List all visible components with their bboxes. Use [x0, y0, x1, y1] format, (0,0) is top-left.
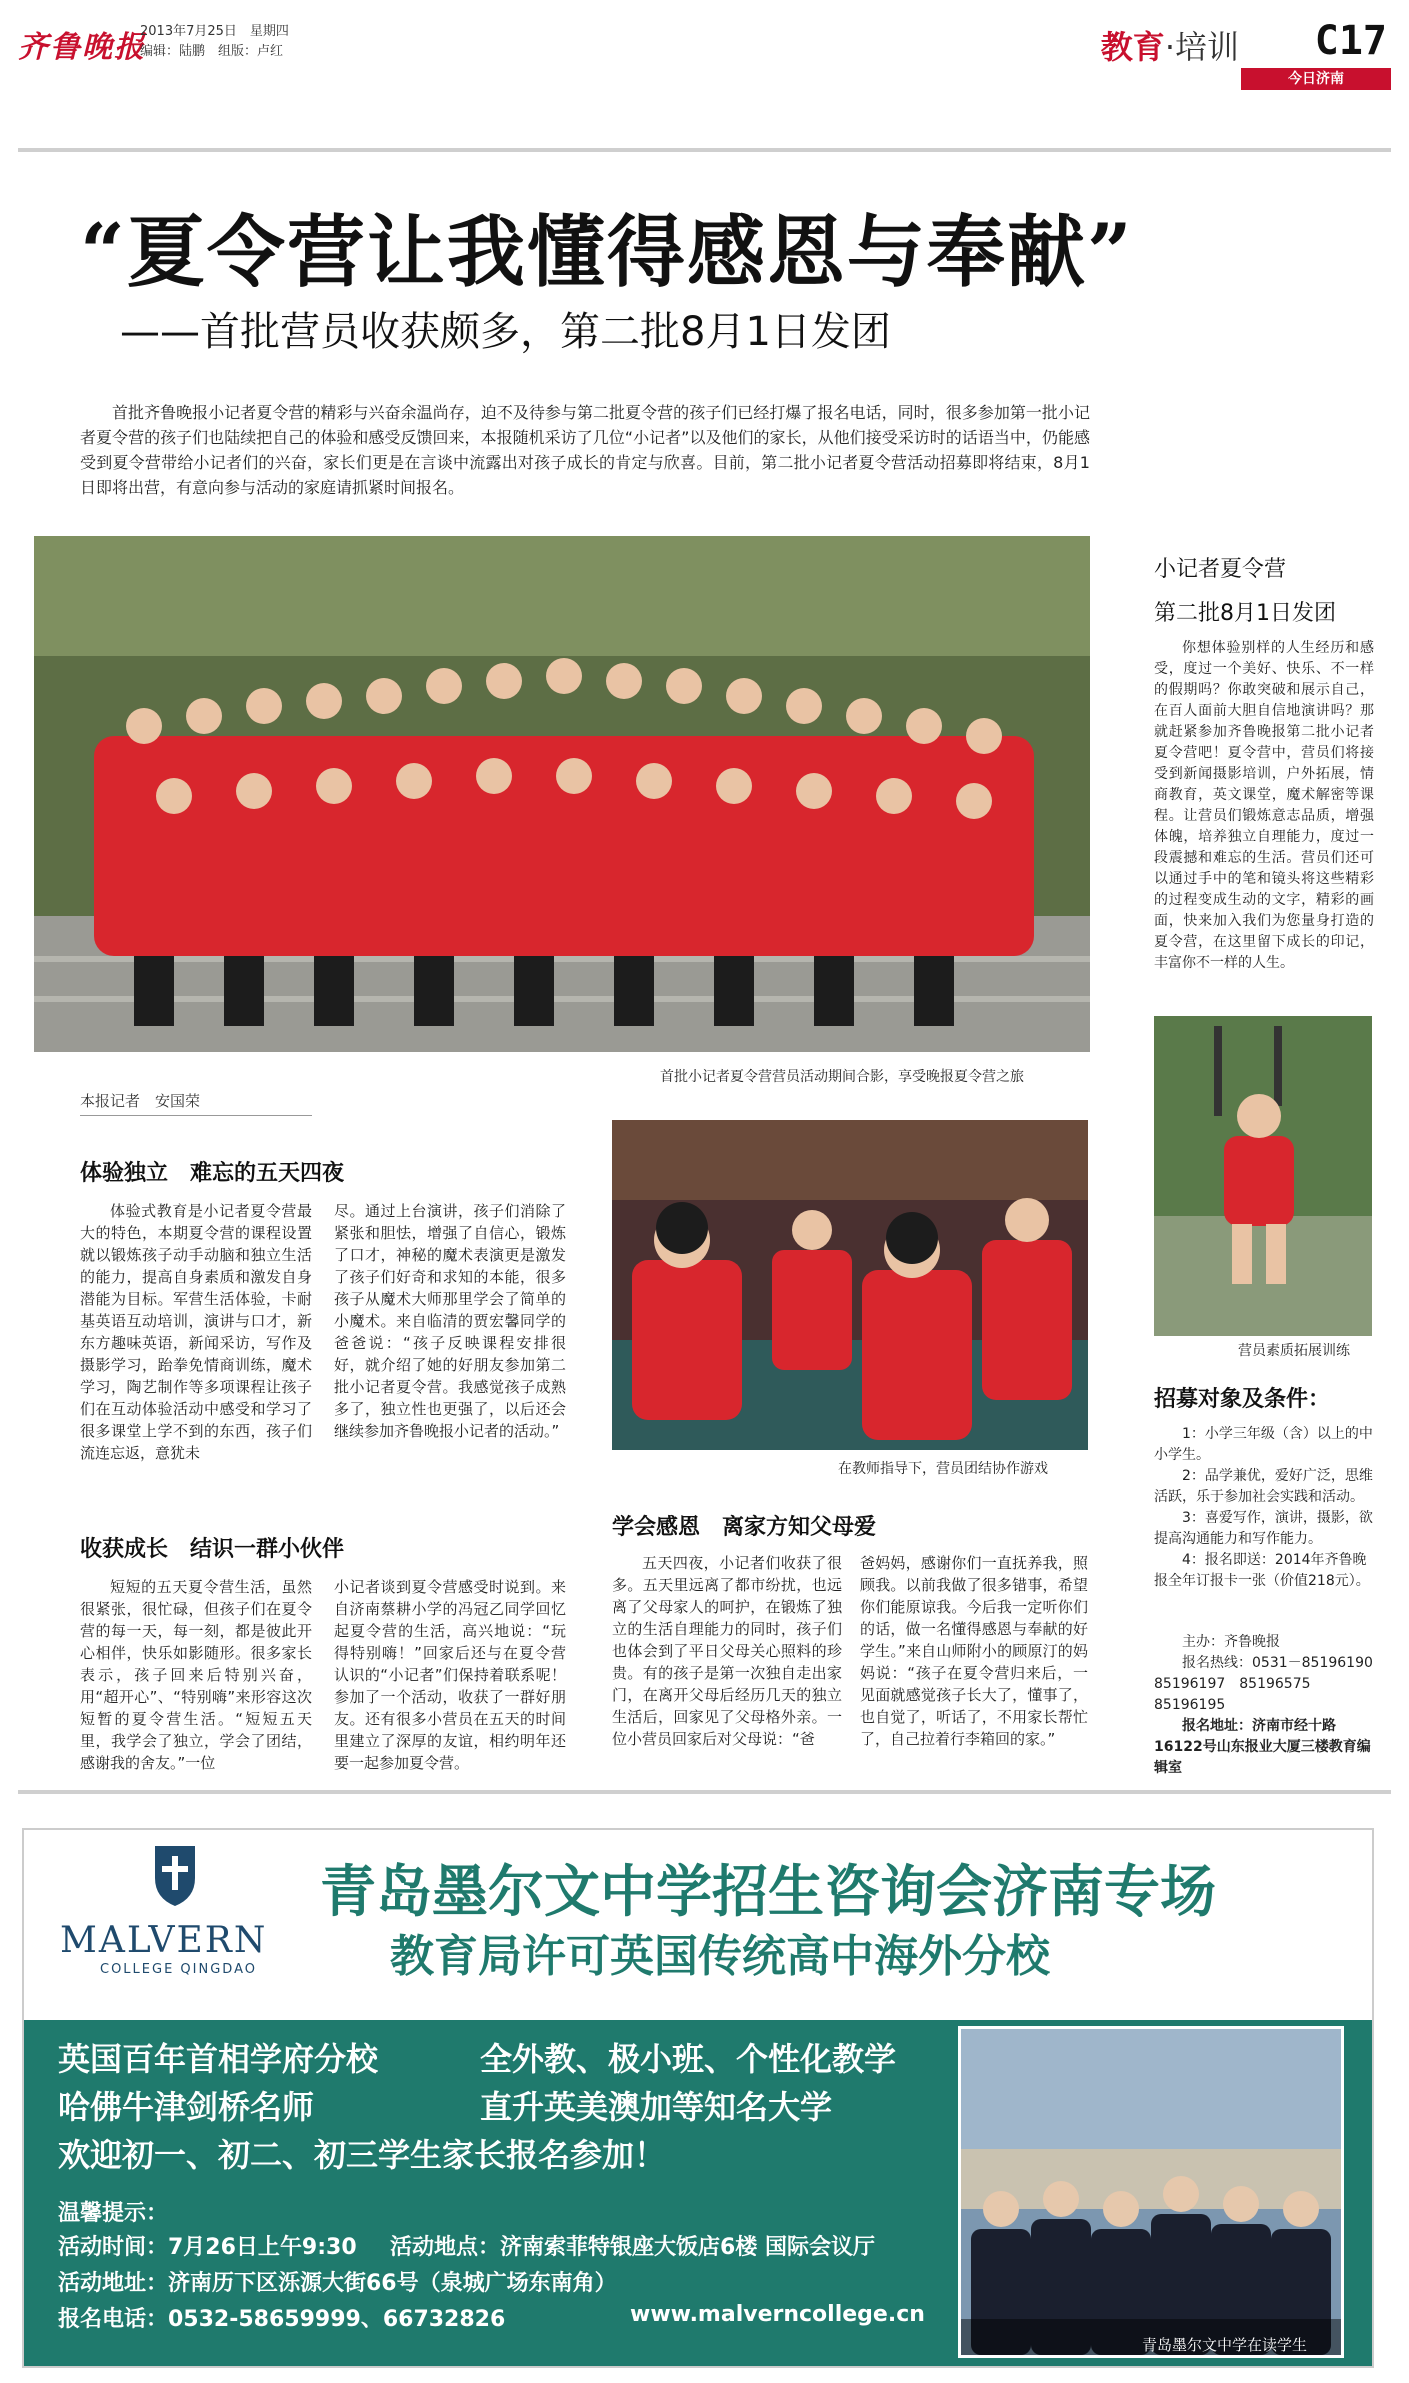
ad-time: 活动时间：7月26日上午9:30	[58, 2235, 357, 2260]
game-photo-illustration	[612, 1120, 1088, 1450]
ad-notice-label: 温馨提示：	[58, 2201, 169, 2226]
sec3-title: 学会感恩 离家方知父母爱	[612, 1515, 877, 1540]
sec2-col1: 短短的五天夏令营生活，虽然很紧张，很忙碌，但孩子们在夏令营的每一天，每一刻，都是彼此开心相伴，快乐如影随形。很多家长表示，孩子回来后特别兴奋，用“超开心”、“特别嗨”来形容这次短暂的夏令营生活。“短短五天里，我学会了独立，学会了团结，感谢我的舍友。”一位	[80, 1578, 312, 1772]
lede-paragraph: 首批齐鲁晚报小记者夏令营的精彩与兴奋余温尚存，迫不及待参与第二批夏令营的孩子们已经打爆了报名电话，同时，很多参加第一批小记者夏令营的孩子们也陆续把自己的体验和感受反馈回来，本报随机采访了几位“小记者”以及他们的家长，从他们接受采访时的话语当中，仍能感受到夏令营带给小记者们的兴奋，家长们更是在言谈中流露出对孩子成长的肯定与欣喜。目前，第二批小记者夏令营活动招募即将结束，8月1日即将出营，有意向参与活动的家庭请抓紧时间报名。	[80, 403, 1090, 497]
sidebar-title2: 第二批8月1日发团	[1154, 601, 1336, 626]
sec3-col1: 五天四夜，小记者们收获了很多。五天里远离了都市纷扰，也远离了父母家人的呵护，在锻炼了独立的生活自理能力的同时，孩子们也体会到了平日父母关心照料的珍贵。有的孩子是第一次独自走出家门，在离开父母后经历几天的独立生活后，回家见了父母格外亲。一位小营员回家后对父母说：“爸	[612, 1554, 842, 1748]
sidebar-contact	[1154, 1632, 1387, 1779]
sec1-col1: 体验式教育是小记者夏令营最大的特色，本期夏令营的课程设置就以锻炼孩子动手动脑和独立生活的能力，提高自身素质和激发自身潜能为目标。军营生活体验，卡耐基英语互动培训，演讲与口才，新东方趣味英语，新闻采访，写作及摄影学习，跆拳免情商训练，魔术学习，陶艺制作等多项课程让孩子们在互动体验活动中感受和学习了很多课堂上学不到的东西，孩子们流连忘返，意犹未	[80, 1202, 312, 1462]
students-photo-illustration	[961, 2029, 1341, 2355]
ad-title2: 教育局许可英国传统高中海外分校	[390, 1931, 1050, 1982]
ad-phone: 报名电话：0532-58659999、66732826	[58, 2307, 506, 2332]
game-photo-caption: 在教师指导下，营员团结协作游戏	[838, 1461, 1048, 1477]
sec2-title: 收获成长 结识一群小伙伴	[80, 1537, 345, 1562]
host: 主办：齐鲁晚报	[1182, 1634, 1280, 1650]
hotline: 报名热线：0531－85196190 85196197 85196575 85196195	[1154, 1655, 1387, 1713]
ad-rule	[18, 1790, 1391, 1794]
page-number: C17	[1314, 18, 1387, 64]
ad-website[interactable]: www.malverncollege.cn	[630, 2302, 925, 2327]
issue-date: 2013年7月25日 星期四	[140, 24, 289, 39]
ad-address: 活动地址：济南历下区泺源大街66号（泉城广场东南角）	[58, 2271, 617, 2296]
ad-feature2: 全外教、极小班、个性化教学	[480, 2040, 897, 2078]
training-photo-illustration	[1154, 1016, 1372, 1336]
condition-2: 2：品学兼优，爱好广泛，思维活跃，乐于参加社会实践和活动。	[1154, 1468, 1373, 1505]
school-brand-sub: COLLEGE QINGDAO	[100, 1962, 257, 1977]
top-rule	[18, 148, 1391, 152]
sec2-col2: 小记者谈到夏令营感受时说到。来自济南蔡耕小学的冯冠乙同学回忆起夏令营的生活，高兴地说：“玩得特别嗨！”回家后还与在夏令营认识的“小记者”们保持着联系呢！参加了一个活动，收获了一群好朋友。还有很多小营员在五天的时间里建立了深厚的友谊，相约明年还要一起参加夏令营。	[334, 1578, 566, 1772]
training-photo	[1154, 1016, 1372, 1336]
ad-feature4: 直升英美澳加等知名大学	[480, 2088, 833, 2126]
school-brand: MALVERN	[60, 1920, 268, 1961]
section-dot: ·	[1164, 28, 1175, 66]
sidebar-title1: 小记者夏令营	[1154, 557, 1287, 582]
training-photo-caption: 营员素质拓展训练	[1238, 1343, 1350, 1359]
sidebar-intro: 你想体验别样的人生经历和感受，度过一个美好、快乐、不一样的假期吗？你敢突破和展示自己，在百人面前大胆自信地演讲吗？那就赶紧参加齐鲁晚报第二批小记者夏令营吧！夏令营中，营员们将接受到新闻摄影培训，户外拓展，情商教育，英文课堂，魔术解密等课程。让营员们锻炼意志品质，增强体魄，培养独立自理能力，度过一段震撼和难忘的生活。营员们还可以通过手中的笔和镜头将这些精彩的过程变成生动的文字，精彩的画面，快来加入我们为您量身打造的夏令营，在这里留下成长的印记，丰富你不一样的人生。	[1154, 640, 1374, 971]
school-crest-icon	[150, 1842, 200, 1908]
newspaper-logo: 齐鲁晚报	[18, 30, 146, 65]
group-photo-illustration	[34, 536, 1090, 1052]
signup-address: 报名地址：济南市经十路16122号山东报业大厦三楼教育编辑室	[1154, 1718, 1371, 1776]
condition-4: 4：报名即送：2014年齐鲁晚报全年订报卡一张（价值218元）。	[1154, 1552, 1370, 1589]
students-photo	[958, 2026, 1344, 2358]
subhead: ——首批营员收获颇多，第二批8月1日发团	[120, 309, 891, 355]
section-title	[1101, 22, 1239, 68]
students-photo-caption: 青岛墨尔文中学在读学生	[1142, 2336, 1308, 2354]
sec3-col2: 爸妈妈，感谢你们一直抚养我，照顾我。以前我做了很多错事，希望你们能原谅我。今后我一定听你们的话，做一名懂得感恩与奉献的好学生。”来自山师附小的顾原汀的妈妈说：“孩子在夏令营归来后，一见面就感觉孩子长大了，懂事了，也自觉了，听话了，不用家长帮忙了，自己拉着行李箱回的家。”	[860, 1554, 1088, 1748]
edition-bar: 今日济南	[1241, 68, 1391, 90]
section-sub: 培训	[1174, 28, 1239, 66]
byline: 本报记者 安国荣	[80, 1090, 312, 1116]
ad-feature1: 英国百年首相学府分校	[58, 2040, 379, 2078]
condition-1: 1：小学三年级（含）以上的中小学生。	[1154, 1426, 1373, 1463]
ad-venue: 活动地点：济南索菲特银座大饭店6楼 国际会议厅	[390, 2235, 875, 2260]
ad-feature5: 欢迎初一、初二、初三学生家长报名参加！	[58, 2136, 667, 2174]
recruit-conditions	[1154, 1424, 1374, 1592]
ad-title1: 青岛墨尔文中学招生咨询会济南专场	[320, 1859, 1216, 1925]
section-main: 教育	[1100, 28, 1165, 66]
issue-editors: 编辑：陆鹏 组版：卢红	[140, 44, 284, 59]
headline: “夏令营让我懂得感恩与奉献”	[80, 207, 1134, 298]
recruit-title: 招募对象及条件：	[1154, 1387, 1331, 1412]
group-photo	[34, 536, 1090, 1052]
ad-feature3: 哈佛牛津剑桥名师	[58, 2088, 315, 2126]
issue-meta	[140, 22, 289, 62]
game-photo	[612, 1120, 1088, 1450]
sec1-col2: 尽。通过上台演讲，孩子们消除了紧张和胆怯，增强了自信心，锻炼了口才，神秘的魔术表演更是激发了孩子们好奇和求知的本能，很多孩子从魔术大师那里学会了简单的小魔术。来自临清的贾宏馨同学的爸爸说：“孩子反映课程安排很好，就介绍了她的好朋友参加第二批小记者夏令营。我感觉孩子成熟多了，独立性也更强了，以后还会继续参加齐鲁晚报小记者的活动。”	[334, 1202, 566, 1440]
group-photo-caption: 首批小记者夏令营营员活动期间合影，享受晚报夏令营之旅	[660, 1069, 1024, 1085]
sec1-title: 体验独立 难忘的五天四夜	[80, 1161, 345, 1186]
condition-3: 3：喜爱写作，演讲，摄影，欲提高沟通能力和写作能力。	[1154, 1510, 1373, 1547]
